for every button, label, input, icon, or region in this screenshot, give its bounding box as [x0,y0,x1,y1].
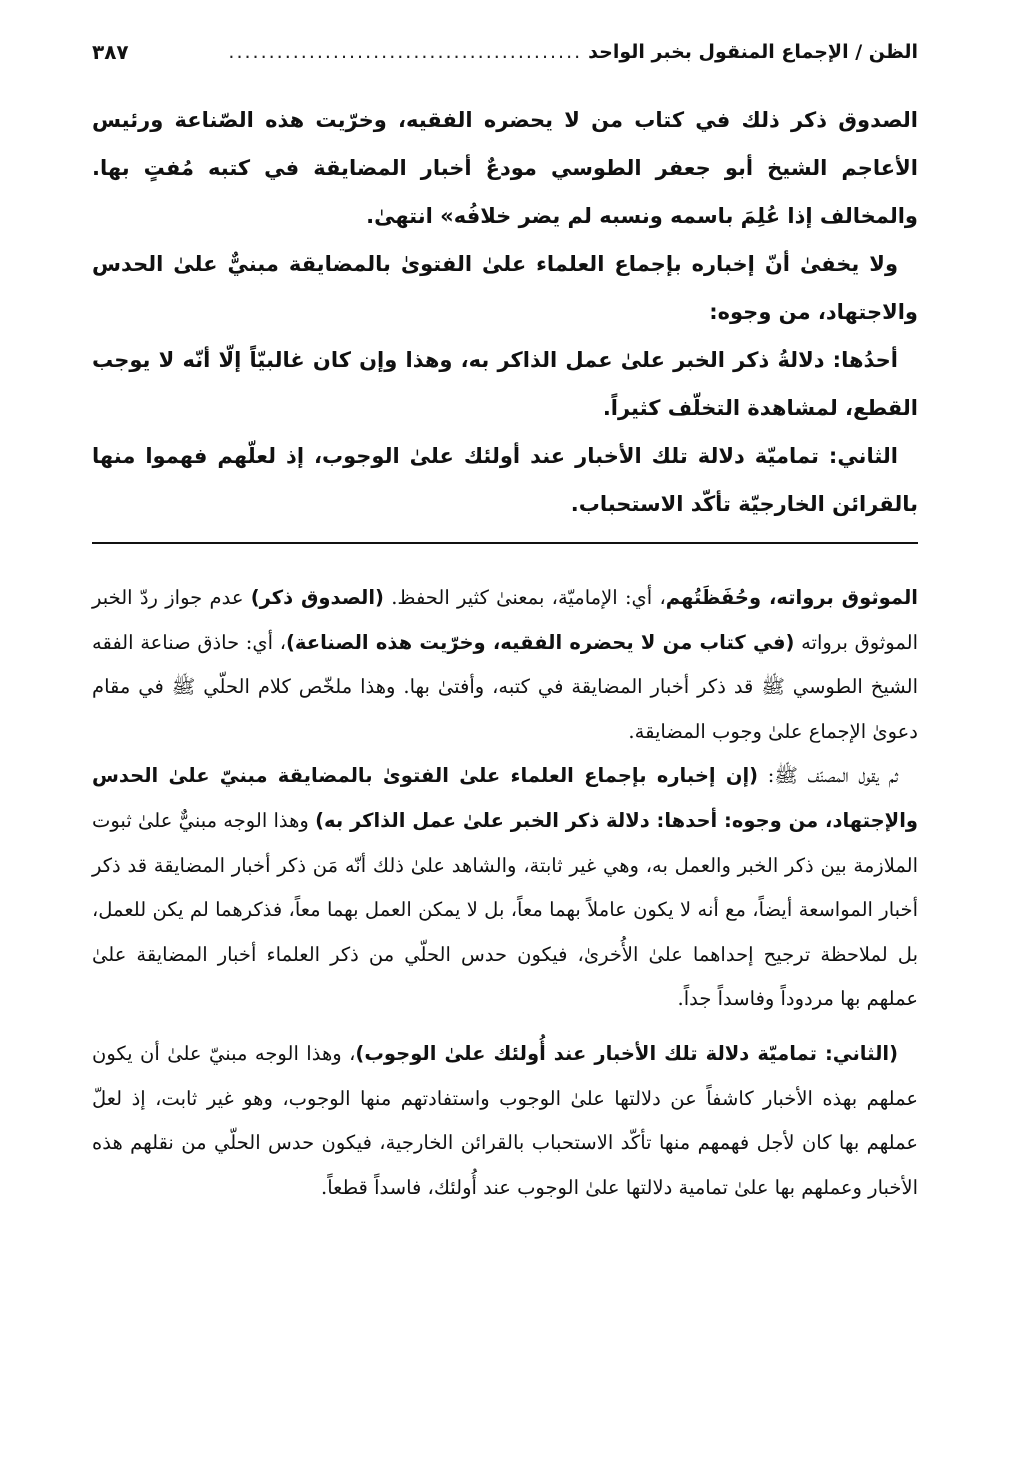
commentary-text: ، وهذا الوجه مبنيّ علىٰ أن يكون عملهم بهذه الأخبار كاشفاً عن دلالتها علىٰ الوجوب واستفادتهم منها الوجوب، وهو غير ثابت، إذ لعلّ عملهم بها كان لأجل فهمهم منها تأكّد الاستحباب بالقرائن الخارجية، فيكون حدس الحلّي من نقلهم هذه الأخبار وعملهم بها علىٰ تمامية دلالتها علىٰ الوجوب عند أُولئك، فاسداً قطعاً. [92,1041,918,1199]
commentary-text: وهذا الوجه مبنيٌّ علىٰ ثبوت الملازمة بين ذكر الخبر والعمل به، وهي غير ثابتة، والشاهد علىٰ ذلك أنّه مَن ذكر أخبار المضايقة قد ذكر أخبار المواسعة أيضاً، مع أنه لا يكون عاملاً بهما معاً، بل لا يمكن العمل بهما معاً، فذكرهما لم يكن للعمل، بل لملاحظة ترجيح إحداهما علىٰ الأُخرىٰ، فيكون حدس الحلّي من ذكر العلماء أخبار المضايقة علىٰ عملهم بها مردوداً وفاسداً جداً. [92,808,918,1011]
commentary-paragraph-3 [92,1032,918,1210]
main-text-paragraph-3: أحدُها: دلالةُ ذكر الخبر علىٰ عمل الذاكر به، وهذا وإن كان غالبيّاً إلّا أنّه لا يوجب القطع، لمشاهدة التخلّف كثيراً. [92,348,918,420]
quoted-phrase: (الصدوق ذكر) [250,586,384,609]
quoted-phrase: (في كتاب من لا يحضره الفقيه، وخرّيت هذه الصناعة) [286,630,795,654]
commentary-paragraph-2 [92,754,918,1022]
commentary-text: عدم جواز ردّ الخبر الموثوق برواته [92,586,918,654]
section-divider [92,542,918,544]
book-page [92,30,918,1210]
commentary-text: ، أي: الإماميّة، بمعنىٰ كثير الحفظ. [383,586,666,609]
chapter-title: الظن / الإجماع المنقول بخبر الواحد [588,41,918,63]
main-text-paragraph-1: الصدوق ذكر ذلك في كتاب من لا يحضره الفقيه، وخرّيت هذه الصّناعة ورئيس الأعاجم الشيخ أبو جعفر الطوسي مودعٌ أخبار المضايقة في كتبه مُفتٍ بها. والمخالف إذا عُلِمَ باسمه ونسبه لم يضر خلافُه» انتهىٰ. [92,108,918,228]
commentary-text: ، أي: حاذق صناعة الفقه الشيخ الطوسي ﷺ قد ذكر أخبار المضايقة في كتبه، وأفتىٰ بها. وهذا ملخّص كلام الحلّي ﷺ في مقام دعوىٰ الإجماع علىٰ وجوب المضايقة. [92,630,918,743]
quoted-phrase: (إن إخباره بإجماع العلماء علىٰ الفتوىٰ بالمضايقة مبنيّ علىٰ الحدس والإجتهاد، من وجوه: أحدها: دلالة ذكر الخبر علىٰ عمل الذاكر به) [92,764,918,832]
running-header [92,30,918,74]
main-text [92,96,918,528]
leader-dots: ............................................ [228,41,583,63]
quoted-phrase: الموثوق برواته، وحُفَظَتُهم [665,586,918,609]
main-text-paragraph-4: الثاني: تماميّة دلالة تلك الأخبار عند أولئك علىٰ الوجوب، إذ لعلّهم فهموا منها بالقرائن الخارجيّة تأكّد الاستحباب. [92,444,918,516]
commentary-text: ثم يقول المصنّف ﷺ: [758,764,898,788]
main-text-paragraph-2: ولا يخفىٰ أنّ إخباره بإجماع العلماء علىٰ الفتوىٰ بالمضايقة مبنيٌّ علىٰ الحدس والاجتهاد، من وجوه: [92,252,918,324]
commentary [92,576,918,1210]
page-number: ٣٨٧ [92,40,129,64]
commentary-paragraph-1 [92,576,918,754]
quoted-phrase: (الثاني: تماميّة دلالة تلك الأخبار عند أُولئك علىٰ الوجوب) [355,1041,899,1065]
